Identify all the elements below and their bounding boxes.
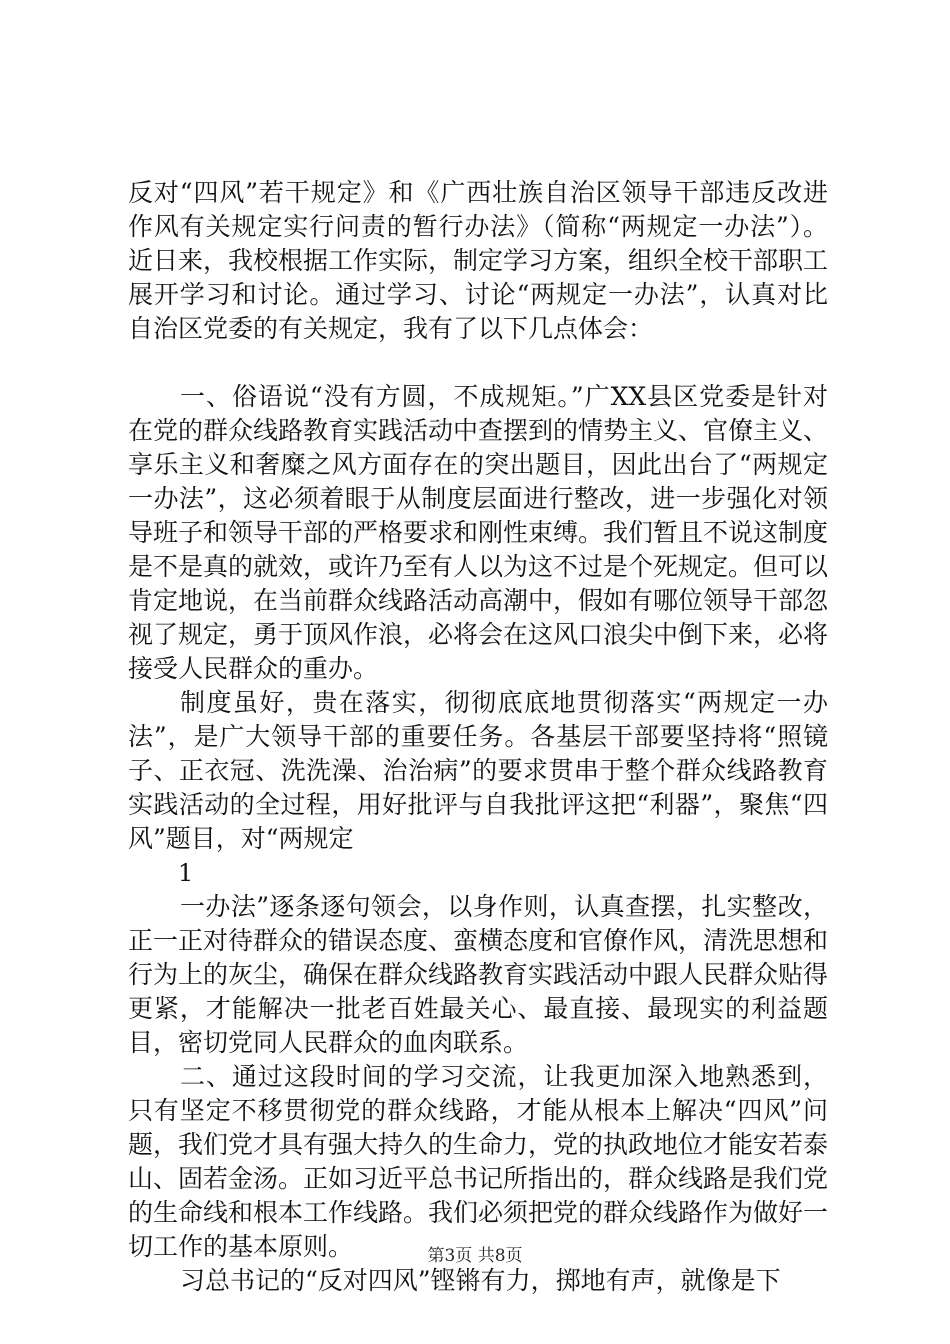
paragraph-5: 二、通过这段时间的学习交流，让我更加深入地熟悉到，只有坚定不移贯彻党的群众线路，才能从根本上解决“四风”问题，我们党才具有强大持久的生命力，党的执政地位才能安若泰山、固若金汤。正如习近平总书记所指出的，群众线路是我们党的生命线和根本工作线路。我们必须把党的群众线路作为做好一切工作的基本原则。 xyxy=(128,1062,829,1261)
paragraph-6: 习总书记的“反对四风”铿锵有力，掷地有声，就像是下 xyxy=(180,1266,781,1295)
page-footer: 第3页 共8页 xyxy=(427,1246,523,1266)
embedded-page-number: 1 xyxy=(178,859,194,887)
paragraph-4: 一办法”逐条逐句领会，以身作则，认真查摆，扎实整改，正一正对待群众的错误态度、蛮横态度和官僚作风，清洗思想和行为上的灰尘，确保在群众线路教育实践活动中跟人民群众贴得更紧，才能解决一批老百姓最关心、最直接、最现实的利益题目，密切党同人民群众的血肉联系。 xyxy=(128,892,829,1057)
paragraph-2: 一、俗语说“没有方圆，不成规矩。”广XX县区党委是针对在党的群众线路教育实践活动中查摆到的情势主义、官僚主义、享乐主义和奢糜之风方面存在的突出题目，因此出台了“两规定一办法”，这必须着眼于从制度层面进行整改，进一步强化对领导班子和领导干部的严格要求和刚性束缚。我们暂且不说这制度是不是真的就效，或许乃至有人以为这不过是个死规定。但可以肯定地说，在当前群众线路活动高潮中，假如有哪位领导干部忽视了规定，勇于顶风作浪，必将会在这风口浪尖中倒下来，必将接受人民群众的重办。 xyxy=(128,382,829,683)
paragraph-1: 反对“四风”若干规定》和《广西壮族自治区领导干部违反改进作风有关规定实行问责的暂行办法》（简称“两规定一办法”）。近日来，我校根据工作实际，制定学习方案，组织全校干部职工展开学习和讨论。通过学习、讨论“两规定一办法”，认真对比自治区党委的有关规定，我有了以下几点体会： xyxy=(128,178,829,343)
document-body xyxy=(128,176,828,1298)
paragraph-3: 制度虽好，贵在落实，彻彻底底地贯彻落实“两规定一办法”，是广大领导干部的重要任务。各基层干部要坚持将“照镜子、正衣冠、洗洗澡、治治病”的要求贯串于整个群众线路教育实践活动的全过程，用好批评与自我批评这把“利器”，聚焦“四风”题目，对“两规定 xyxy=(128,688,828,853)
